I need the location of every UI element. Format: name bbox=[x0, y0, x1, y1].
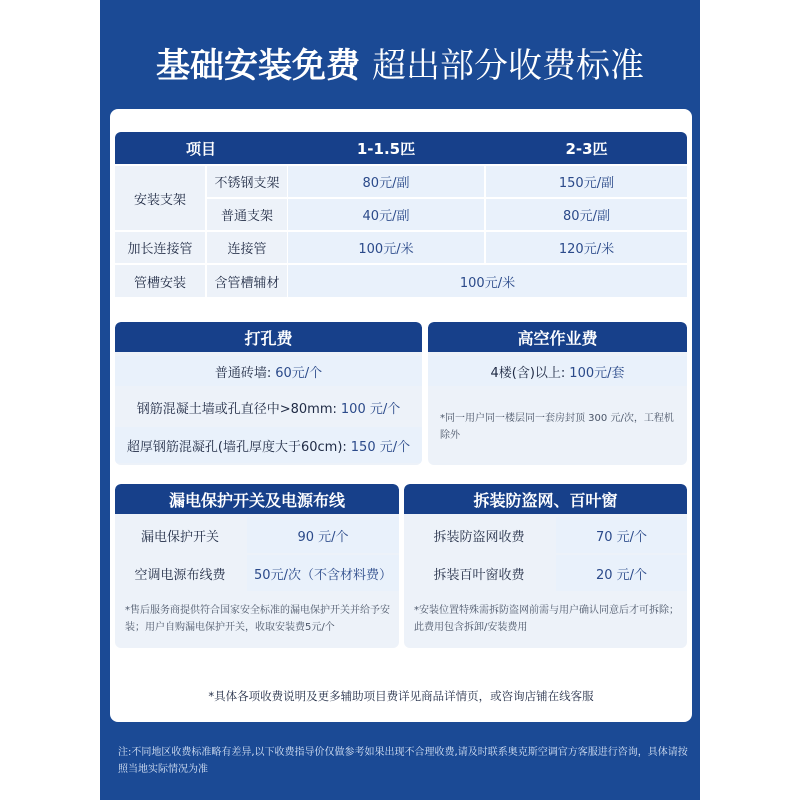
page-title bbox=[100, 38, 700, 87]
drill-key: 钢筋混凝土墙或孔直径中>80mm: bbox=[136, 401, 337, 417]
row-value: 120元/米 bbox=[486, 232, 687, 263]
leak-key: 空调电源布线费 bbox=[115, 555, 245, 591]
leak-value: 50元/次（不含材料费） bbox=[247, 555, 399, 591]
height-key: 4楼(含)以上: bbox=[490, 365, 566, 381]
group-groove: 管槽安装 bbox=[115, 265, 205, 297]
remove-title: 拆装防盗网、百叶窗 bbox=[404, 484, 687, 514]
title-normal: 超出部分收费标准 bbox=[372, 46, 644, 86]
row-value: 40元/副 bbox=[288, 199, 484, 230]
drill-value: 150 元/个 bbox=[350, 439, 411, 455]
drill-title: 打孔费 bbox=[115, 322, 422, 352]
height-panel bbox=[428, 322, 687, 465]
row-item: 普通支架 bbox=[207, 199, 287, 230]
bottom-note: 注:不同地区收费标准略有差异,以下收费指导价仅做参考如果出现不合理收费,请及时联系奥克斯空调官方客服进行咨询，具体请按照当地实际情况为准 bbox=[118, 747, 688, 775]
drill-row bbox=[115, 356, 422, 386]
drill-row bbox=[115, 427, 422, 463]
height-note: *同一用户同一楼层同一套房封顶 300 元/次，工程机除外 bbox=[440, 413, 674, 441]
leak-title: 漏电保护开关及电源布线 bbox=[115, 484, 399, 514]
header-item: 项目 bbox=[185, 139, 216, 158]
group-install: 安装支架 bbox=[115, 166, 205, 230]
row-item: 不锈钢支架 bbox=[207, 166, 287, 197]
row-value-merged: 100元/米 bbox=[288, 265, 687, 297]
height-row bbox=[428, 356, 687, 386]
poster-frame bbox=[100, 0, 700, 800]
remove-value: 70 元/个 bbox=[556, 517, 687, 553]
drill-key: 普通砖墙: bbox=[214, 365, 272, 381]
drill-row bbox=[115, 389, 422, 425]
height-title: 高空作业费 bbox=[428, 322, 687, 352]
remove-note: *安装位置特殊需拆防盗网前需与用户确认同意后才可拆除；此费用包含拆卸/安装费用 bbox=[414, 605, 679, 633]
leak-value: 90 元/个 bbox=[247, 517, 399, 553]
remove-panel bbox=[404, 484, 687, 648]
title-bold: 基础安装免费 bbox=[156, 46, 360, 86]
row-value: 100元/米 bbox=[288, 232, 484, 263]
leak-note: *售后服务商提供符合国家安全标准的漏电保护开关并给予安装；用户自购漏电保护开关，收取安装费5元/个 bbox=[125, 605, 390, 633]
header-small: 1-1.5匹 bbox=[356, 139, 416, 158]
content-card bbox=[110, 109, 692, 722]
group-pipe: 加长连接管 bbox=[115, 232, 205, 263]
drill-value: 60元/个 bbox=[275, 365, 323, 381]
footnote: *具体各项收费说明及更多辅助项目费详见商品详情页，或咨询店铺在线客服 bbox=[208, 689, 594, 703]
height-value: 100元/套 bbox=[569, 365, 625, 381]
drill-panel bbox=[115, 322, 422, 465]
row-value: 150元/副 bbox=[486, 166, 687, 197]
drill-value: 100 元/个 bbox=[340, 401, 401, 417]
remove-key: 拆装百叶窗收费 bbox=[404, 555, 554, 591]
remove-value: 20 元/个 bbox=[556, 555, 687, 591]
row-item: 连接管 bbox=[207, 232, 287, 263]
remove-key: 拆装防盗网收费 bbox=[404, 517, 554, 553]
leak-key: 漏电保护开关 bbox=[115, 517, 245, 553]
header-large: 2-3匹 bbox=[565, 139, 608, 158]
row-item: 含管槽辅材 bbox=[207, 265, 287, 297]
drill-key: 超厚钢筋混凝孔(墙孔厚度大于60cm): bbox=[126, 439, 347, 455]
row-value: 80元/副 bbox=[288, 166, 484, 197]
leak-panel bbox=[115, 484, 399, 648]
row-value: 80元/副 bbox=[486, 199, 687, 230]
